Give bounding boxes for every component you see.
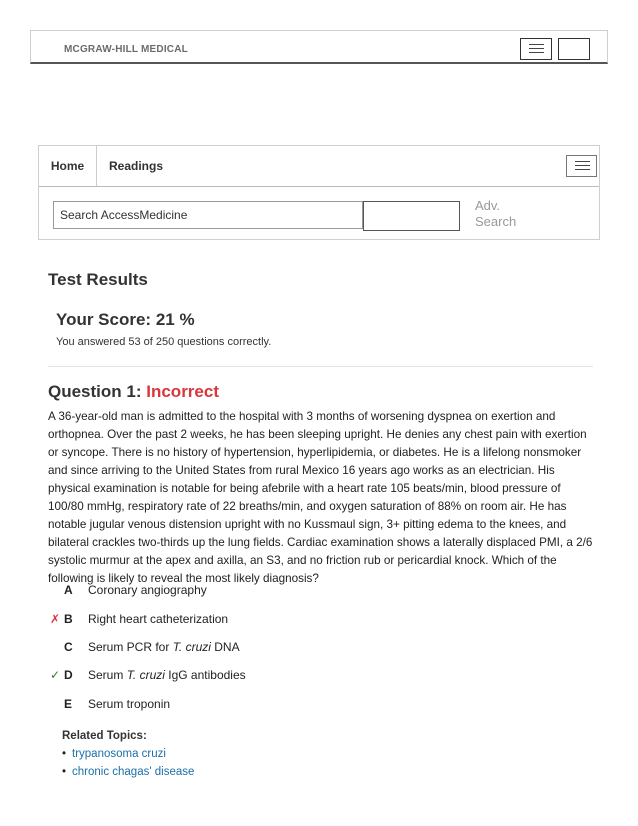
hamburger-icon [575,161,590,173]
search-button[interactable] [363,201,460,231]
question-stem: A 36-year-old man is admitted to the hospital with 3 months of worsening dyspnea on exertion and orthopnea. Over the past 2 weeks, he has been sleeping upright. He denies any chest pain with exertion or syncope. There is no history of hypertension, hyperlipidemia, or diabetes. He is a lifelong nonsmoker and since arriving to the United States from rural Mexico 16 years ago works as an electrician. His physical examination is notable for being afebrile with a heart rate 105 beats/min, blood pressure of 100/80 mmHg, respiratory rate of 22 breaths/min, and oxygen saturation of 88% on room air. He has notable jugular venous distension upright with no Kussmaul sign, 3+ pitting edema to the knees, and bilateral crackles two-thirds up the lung fields. Cardiac examination shows a laterally displaced PMI, a 2/6 systolic murmur at the apex and axilla, an S3, and no friction rub or pericardial knock. Which of the following is likely to reveal the most likely diagnosis? [48,410,593,585]
navigation-panel [38,145,600,240]
question-status: Incorrect [146,382,219,401]
brand-logo-text: MCGRAW-HILL MEDICAL [64,44,188,55]
choice-text: Serum T. cruzi IgG antibodies [88,668,246,682]
related-topic-link[interactable]: chronic chagas' disease [72,766,195,778]
top-header-bar [30,30,608,64]
tab-readings[interactable]: Readings [109,159,164,173]
main-menu-button[interactable] [520,38,552,60]
choice-letter: C [64,640,73,654]
choice-text: Serum troponin [88,697,171,711]
related-topics-heading: Related Topics: [62,730,147,742]
search-input[interactable] [53,201,363,229]
correct-check-icon: ✓ [50,668,61,682]
page-title: Test Results [48,270,148,289]
bullet-icon: • [62,766,67,778]
tab-home[interactable]: Home [39,146,97,186]
choice-text: Coronary angiography [88,583,207,597]
related-topic-link[interactable]: trypanosoma cruzi [72,748,166,760]
question-heading [48,382,219,402]
choice-letter: D [64,668,73,682]
choice-text: Right heart catheterization [88,612,229,626]
nav-tabs [39,146,599,187]
incorrect-x-icon: ✗ [50,612,61,626]
advanced-search-label-1: Adv. [475,198,501,213]
nav-menu-button[interactable] [566,155,597,177]
results-content [48,270,593,778]
question-number: Question 1: [48,382,142,401]
choice-text: Serum PCR for T. cruzi DNA [88,640,240,654]
choice-letter: E [64,697,73,711]
advanced-search-label-2: Search [475,214,517,229]
divider [48,366,593,367]
answered-summary: You answered 53 of 250 questions correctly. [56,336,272,348]
bullet-icon: • [62,748,67,760]
score-heading: Your Score: 21 % [56,310,195,329]
choice-letter: B [64,612,73,626]
hamburger-icon [529,44,544,56]
advanced-search-link[interactable] [475,198,535,230]
user-menu-button[interactable] [558,38,590,60]
choice-letter: A [64,583,73,597]
